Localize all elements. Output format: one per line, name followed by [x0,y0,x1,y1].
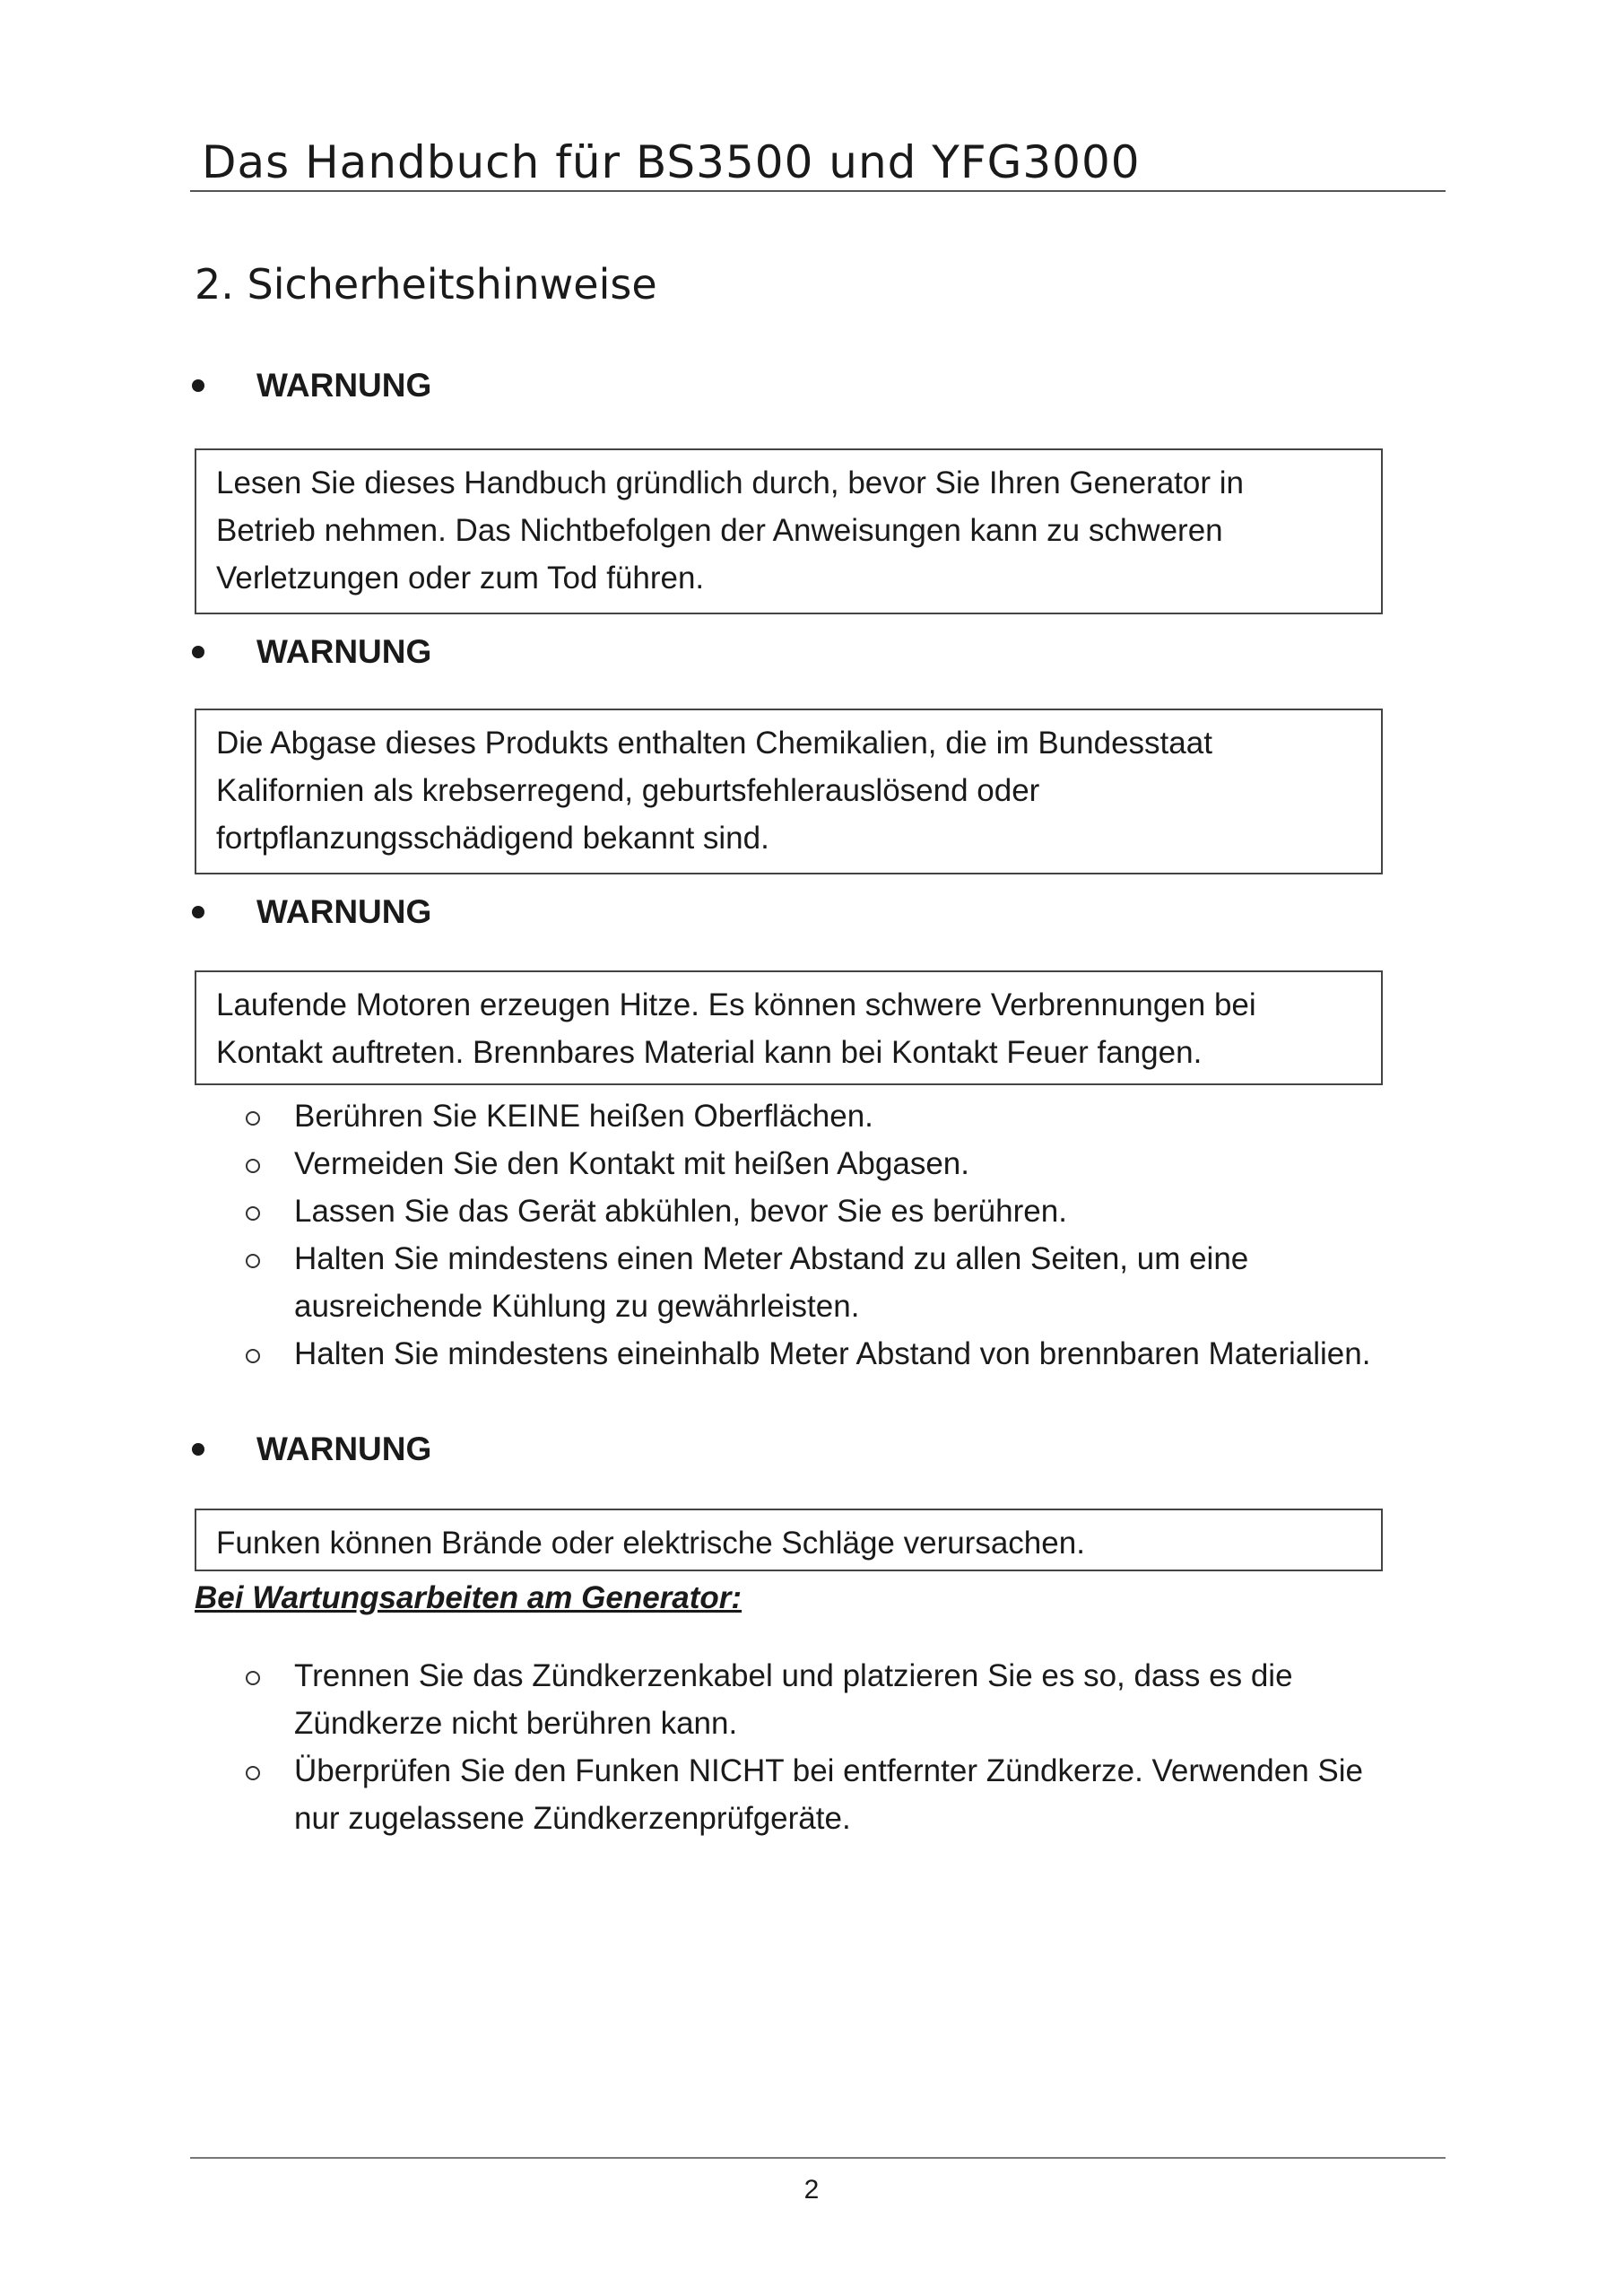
circle-bullet-icon [246,1111,260,1126]
warning-text-line: Verletzungen oder zum Tod führen. [216,561,705,596]
header-divider [190,190,1446,192]
document-header-title: Das Handbuch für BS3500 und YFG3000 [202,136,1141,188]
circle-bullet-icon [246,1159,260,1173]
list-item: Lassen Sie das Gerät abkühlen, bevor Sie es berühren. [242,1187,1370,1235]
maintenance-list [242,1652,1363,1842]
warning-label: WARNUNG [256,633,432,670]
footer-divider [190,2157,1446,2159]
warning-text-line: Betrieb nehmen. Das Nichtbefolgen der Anweisungen kann zu schweren [216,513,1223,548]
circle-bullet-icon [246,1671,260,1685]
bullet-dot-icon [192,906,204,918]
warning-label: WARNUNG [256,367,432,404]
warning-text-line: Lesen Sie dieses Handbuch gründlich durch, bevor Sie Ihren Generator in [216,465,1244,500]
circle-bullet-icon [246,1206,260,1221]
warning-box [195,448,1383,614]
warning-heading [190,885,431,939]
bullet-dot-icon [192,379,204,392]
bullet-dot-icon [192,646,204,658]
heat-precautions-list [242,1092,1370,1378]
warning-heading [190,625,431,679]
warning-box [195,709,1383,874]
bullet-dot-icon [192,1443,204,1456]
warning-text-line: Die Abgase dieses Produkts enthalten Chemikalien, die im Bundesstaat [216,726,1212,761]
list-item: Berühren Sie KEINE heißen Oberflächen. [242,1092,1370,1140]
warning-text-line: Laufende Motoren erzeugen Hitze. Es können schwere Verbrennungen bei [216,987,1256,1022]
warning-heading [190,359,431,413]
warning-heading [190,1422,431,1476]
maintenance-heading: Bei Wartungsarbeiten am Generator: [195,1580,743,1615]
page-number: 2 [803,2175,820,2205]
warning-text-line: fortpflanzungsschädigend bekannt sind. [216,821,769,856]
circle-bullet-icon [246,1349,260,1363]
circle-bullet-icon [246,1254,260,1268]
warning-label: WARNUNG [256,893,432,930]
section-title: 2. Sicherheitshinweise [195,260,657,309]
warning-box [195,970,1383,1085]
list-item: Halten Sie mindestens eineinhalb Meter Abstand von brennbaren Materialien. [242,1330,1370,1378]
list-item: Vermeiden Sie den Kontakt mit heißen Abgasen. [242,1140,1370,1187]
warning-text-line: Kalifornien als krebserregend, geburtsfehlerauslösend oder [216,773,1040,808]
list-item: Überprüfen Sie den Funken NICHT bei entfernter Zündkerze. Verwenden Sie nur zugelassene Zündkerzenprüfgeräte. [242,1747,1363,1842]
warning-label: WARNUNG [256,1431,432,1467]
warning-box [195,1509,1383,1571]
list-item: Halten Sie mindestens einen Meter Abstand zu allen Seiten, um eine ausreichende Kühlung zu gewährleisten. [242,1235,1370,1330]
list-item: Trennen Sie das Zündkerzenkabel und platzieren Sie es so, dass es die Zündkerze nicht berühren kann. [242,1652,1363,1747]
warning-text-line: Funken können Brände oder elektrische Schläge verursachen. [216,1526,1085,1561]
circle-bullet-icon [246,1766,260,1780]
warning-text-line: Kontakt auftreten. Brennbares Material kann bei Kontakt Feuer fangen. [216,1035,1203,1070]
